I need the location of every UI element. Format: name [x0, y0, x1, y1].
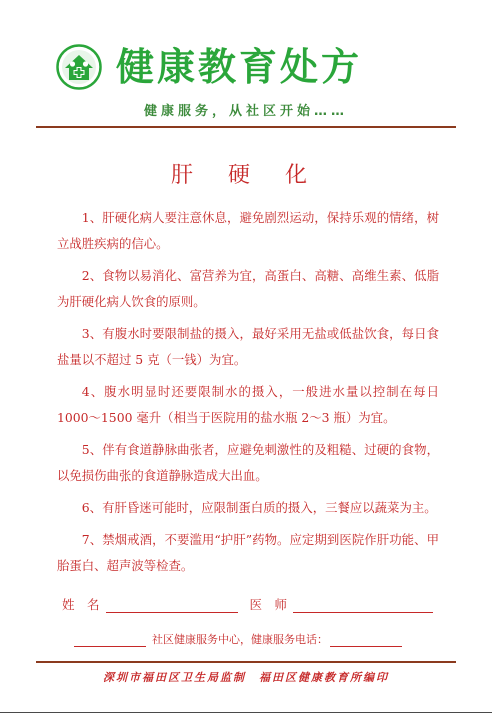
slogan: 健康服务，从社区开始……	[143, 104, 348, 119]
center-label: 社区健康服务中心，健康服务电话：	[152, 633, 328, 646]
name-label: 姓 名	[62, 597, 100, 612]
advice-list	[57, 205, 439, 585]
header	[56, 42, 456, 92]
advice-item: 3、有腹水时要限制盐的摄入，最好采用无盐或低盐饮食，每日食盐量以不超过 5 克（一钱）为宜。	[57, 326, 439, 367]
advice-item: 2、食物以易消化、富营养为宜，高蛋白、高糖、高维生素、低脂为肝硬化病人饮食的原则。	[57, 268, 439, 309]
center-name-field[interactable]	[74, 632, 146, 647]
center-row	[74, 631, 408, 647]
name-field[interactable]	[106, 598, 238, 613]
top-divider	[36, 126, 456, 128]
doctor-field[interactable]	[293, 598, 433, 613]
document-title: 肝 硬 化	[171, 163, 321, 188]
patient-doctor-row	[62, 595, 439, 613]
advice-item: 1、肝硬化病人要注意休息，避免剧烈运动，保持乐观的情绪，树立战胜疾病的信心。	[57, 210, 439, 251]
advice-item: 7、禁烟戒酒，不要滥用“护肝”药物。应定期到医院作肝功能、甲胎蛋白、超声波等检查。	[57, 532, 439, 573]
page-end-rule	[0, 712, 492, 713]
doctor-label: 医 师	[249, 597, 288, 612]
advice-item: 4、腹水明显时还要限制水的摄入，一般进水量以控制在每日 1000～1500 毫升（相当于医院用的盐水瓶 2～3 瓶）为宜。	[57, 384, 439, 425]
issuer-line: 深圳市福田区卫生局监制 福田区健康教育所编印	[103, 671, 389, 684]
bottom-divider	[36, 661, 456, 663]
health-house-logo-icon	[56, 44, 102, 90]
phone-field[interactable]	[330, 632, 402, 647]
main-title: 健康教育处方	[116, 45, 363, 89]
advice-item: 6、有肝昏迷可能时，应限制蛋白质的摄入，三餐应以蔬菜为主。	[81, 500, 437, 515]
advice-item: 5、伴有食道静脉曲张者，应避免刺激性的及粗糙、过硬的食物，以免损伤曲张的食道静脉造成大出血。	[57, 442, 439, 483]
